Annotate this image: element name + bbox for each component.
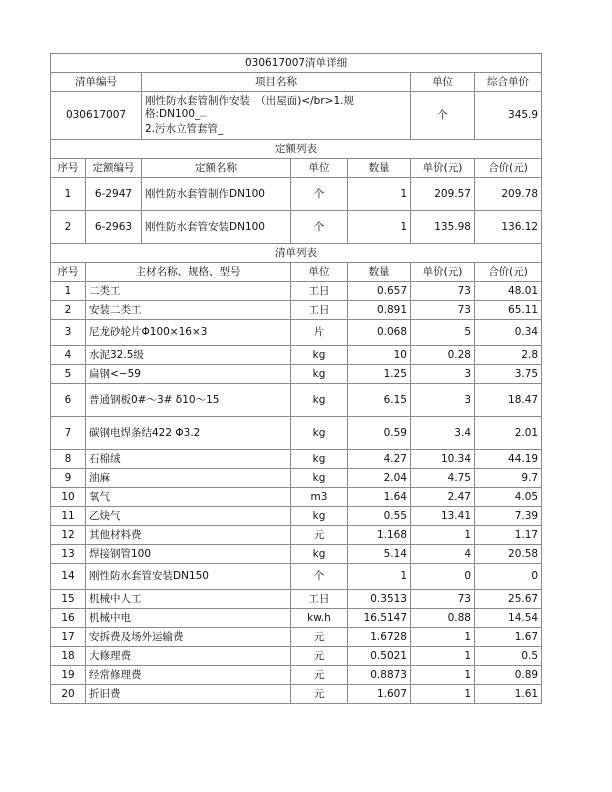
quota-unit: 个 xyxy=(291,211,348,244)
material-qty: 16.5147 xyxy=(348,609,411,628)
material-total: 0 xyxy=(475,564,542,590)
material-qty: 0.5021 xyxy=(348,647,411,666)
title-row xyxy=(51,54,542,73)
material-unit: kg xyxy=(291,469,348,488)
material-unit: 片 xyxy=(291,320,348,346)
material-price: 0.88 xyxy=(411,609,475,628)
quota-price: 135.98 xyxy=(411,211,475,244)
material-qty: 4.27 xyxy=(348,450,411,469)
material-row xyxy=(51,469,542,488)
quota-code: 6-2947 xyxy=(86,178,142,211)
material-total: 20.58 xyxy=(475,545,542,564)
material-row xyxy=(51,685,542,704)
material-unit: kg xyxy=(291,507,348,526)
material-total: 25.67 xyxy=(475,590,542,609)
material-total-header: 合价(元) xyxy=(475,263,542,282)
quota-price: 209.57 xyxy=(411,178,475,211)
material-unit: kw.h xyxy=(291,609,348,628)
material-name: 安装二类工 xyxy=(86,301,291,320)
material-seq: 11 xyxy=(51,507,86,526)
material-unit: 工日 xyxy=(291,301,348,320)
material-qty: 5.14 xyxy=(348,545,411,564)
material-qty: 1.64 xyxy=(348,488,411,507)
material-total: 44.19 xyxy=(475,450,542,469)
bill-unit-header: 单位 xyxy=(411,73,475,92)
bill-price: 345.9 xyxy=(475,92,542,140)
bill-header-row xyxy=(51,73,542,92)
material-name: 折旧费 xyxy=(86,685,291,704)
material-unit: 元 xyxy=(291,526,348,545)
bill-detail-table xyxy=(50,53,542,704)
material-name: 经常修理费 xyxy=(86,666,291,685)
quota-qty: 1 xyxy=(348,178,411,211)
material-row xyxy=(51,564,542,590)
material-price: 73 xyxy=(411,590,475,609)
bill-name-header: 项目名称 xyxy=(142,73,411,92)
material-price: 1 xyxy=(411,526,475,545)
material-seq: 9 xyxy=(51,469,86,488)
material-seq: 12 xyxy=(51,526,86,545)
material-price: 4.75 xyxy=(411,469,475,488)
material-qty: 6.15 xyxy=(348,384,411,417)
material-unit: kg xyxy=(291,545,348,564)
material-unit-header: 单位 xyxy=(291,263,348,282)
material-unit: kg xyxy=(291,384,348,417)
material-price: 73 xyxy=(411,301,475,320)
quota-unit-header: 单位 xyxy=(291,159,348,178)
material-qty: 0.3513 xyxy=(348,590,411,609)
material-total: 2.01 xyxy=(475,417,542,450)
material-price: 4 xyxy=(411,545,475,564)
material-unit: 元 xyxy=(291,647,348,666)
quota-row xyxy=(51,178,542,211)
material-total: 14.54 xyxy=(475,609,542,628)
material-qty: 1.6728 xyxy=(348,628,411,647)
material-row xyxy=(51,507,542,526)
material-name: 机械中电 xyxy=(86,609,291,628)
material-name: 普通钢板0#～3# δ10～15 xyxy=(86,384,291,417)
material-row xyxy=(51,647,542,666)
quota-row xyxy=(51,211,542,244)
material-name: 焊接钢管100 xyxy=(86,545,291,564)
material-qty: 0.8873 xyxy=(348,666,411,685)
material-name: 尼龙砂轮片Φ100×16×3 xyxy=(86,320,291,346)
material-name: 水泥32.5级 xyxy=(86,346,291,365)
material-total: 0.89 xyxy=(475,666,542,685)
quota-name: 刚性防水套管安装DN100 xyxy=(142,211,291,244)
material-name: 石棉绒 xyxy=(86,450,291,469)
material-price: 10.34 xyxy=(411,450,475,469)
material-price: 1 xyxy=(411,685,475,704)
bill-name-line3: 2.污水立管套管_ xyxy=(145,123,224,135)
material-name: 二类工 xyxy=(86,282,291,301)
material-total: 7.39 xyxy=(475,507,542,526)
quota-total-header: 合价(元) xyxy=(475,159,542,178)
material-seq: 4 xyxy=(51,346,86,365)
quota-unit: 个 xyxy=(291,178,348,211)
material-qty: 0.55 xyxy=(348,507,411,526)
quota-total: 136.12 xyxy=(475,211,542,244)
material-price: 1 xyxy=(411,666,475,685)
material-row xyxy=(51,545,542,564)
material-unit: 元 xyxy=(291,628,348,647)
material-seq: 8 xyxy=(51,450,86,469)
material-total: 1.61 xyxy=(475,685,542,704)
material-name: 安拆费及场外运输费 xyxy=(86,628,291,647)
material-price: 3 xyxy=(411,384,475,417)
material-total: 0.34 xyxy=(475,320,542,346)
material-name: 其他材料费 xyxy=(86,526,291,545)
material-seq: 3 xyxy=(51,320,86,346)
material-row xyxy=(51,488,542,507)
material-qty: 0.068 xyxy=(348,320,411,346)
material-qty: 1.607 xyxy=(348,685,411,704)
material-price: 0.28 xyxy=(411,346,475,365)
material-row xyxy=(51,450,542,469)
bill-name xyxy=(142,92,411,140)
material-row xyxy=(51,609,542,628)
quota-code: 6-2963 xyxy=(86,211,142,244)
material-seq: 19 xyxy=(51,666,86,685)
material-price: 5 xyxy=(411,320,475,346)
quota-section-row xyxy=(51,140,542,159)
material-unit: kg xyxy=(291,346,348,365)
material-total: 3.75 xyxy=(475,365,542,384)
material-unit: 工日 xyxy=(291,282,348,301)
material-row xyxy=(51,301,542,320)
material-row xyxy=(51,417,542,450)
material-section-row xyxy=(51,244,542,263)
material-qty: 2.04 xyxy=(348,469,411,488)
material-row xyxy=(51,384,542,417)
bill-name-line2-text: 格:DN100_ xyxy=(145,108,201,120)
material-price: 13.41 xyxy=(411,507,475,526)
material-qty: 0.891 xyxy=(348,301,411,320)
material-qty: 0.59 xyxy=(348,417,411,450)
material-seq: 15 xyxy=(51,590,86,609)
material-price-header: 单价(元) xyxy=(411,263,475,282)
material-total: 1.67 xyxy=(475,628,542,647)
material-seq: 6 xyxy=(51,384,86,417)
quota-qty: 1 xyxy=(348,211,411,244)
material-name: 机械中人工 xyxy=(86,590,291,609)
sheet-title: 030617007清单详细 xyxy=(51,54,542,73)
material-total: 0.5 xyxy=(475,647,542,666)
material-name: 氧气 xyxy=(86,488,291,507)
material-unit: 工日 xyxy=(291,590,348,609)
quota-section-title: 定额列表 xyxy=(51,140,542,159)
material-qty: 10 xyxy=(348,346,411,365)
material-name: 刚性防水套管安装DN150 xyxy=(86,564,291,590)
material-qty-header: 数量 xyxy=(348,263,411,282)
bill-unit: 个 xyxy=(411,92,475,140)
material-name: 乙炔气 xyxy=(86,507,291,526)
material-row xyxy=(51,282,542,301)
material-price: 1 xyxy=(411,628,475,647)
material-name: 碳钢电焊条结422 Φ3.2 xyxy=(86,417,291,450)
material-name: 大修理费 xyxy=(86,647,291,666)
material-unit: 元 xyxy=(291,666,348,685)
material-row xyxy=(51,320,542,346)
material-unit: kg xyxy=(291,365,348,384)
material-row xyxy=(51,666,542,685)
bill-row xyxy=(51,92,542,140)
quota-seq: 1 xyxy=(51,178,86,211)
material-seq: 14 xyxy=(51,564,86,590)
material-qty: 1.25 xyxy=(348,365,411,384)
material-section-title: 清单列表 xyxy=(51,244,542,263)
material-seq: 16 xyxy=(51,609,86,628)
bill-price-header: 综合单价 xyxy=(475,73,542,92)
material-unit: kg xyxy=(291,450,348,469)
material-row xyxy=(51,628,542,647)
material-seq: 13 xyxy=(51,545,86,564)
bill-name-line2-unit: ₘₘ xyxy=(200,113,207,119)
bill-name-line1: 刚性防水套管制作安装 （出屋面)</br>1.规 xyxy=(145,95,354,107)
material-total: 48.01 xyxy=(475,282,542,301)
quota-name: 刚性防水套管制作DN100 xyxy=(142,178,291,211)
material-total: 2.8 xyxy=(475,346,542,365)
material-seq: 10 xyxy=(51,488,86,507)
bill-code-header: 清单编号 xyxy=(51,73,142,92)
material-row xyxy=(51,526,542,545)
material-header-row xyxy=(51,263,542,282)
material-seq: 18 xyxy=(51,647,86,666)
material-price: 3.4 xyxy=(411,417,475,450)
material-total: 65.11 xyxy=(475,301,542,320)
bill-code: 030617007 xyxy=(51,92,142,140)
material-total: 9.7 xyxy=(475,469,542,488)
quota-price-header: 单价(元) xyxy=(411,159,475,178)
material-seq-header: 序号 xyxy=(51,263,86,282)
material-row xyxy=(51,365,542,384)
material-seq: 7 xyxy=(51,417,86,450)
material-row xyxy=(51,590,542,609)
material-unit: 元 xyxy=(291,685,348,704)
quota-seq: 2 xyxy=(51,211,86,244)
material-seq: 17 xyxy=(51,628,86,647)
material-unit: kg xyxy=(291,417,348,450)
material-qty: 0.657 xyxy=(348,282,411,301)
material-seq: 2 xyxy=(51,301,86,320)
quota-total: 209.78 xyxy=(475,178,542,211)
material-total: 4.05 xyxy=(475,488,542,507)
table-body xyxy=(51,54,542,704)
quota-seq-header: 序号 xyxy=(51,159,86,178)
quota-code-header: 定额编号 xyxy=(86,159,142,178)
quota-qty-header: 数量 xyxy=(348,159,411,178)
material-row xyxy=(51,346,542,365)
material-price: 1 xyxy=(411,647,475,666)
bill-name-line2 xyxy=(145,108,407,123)
material-unit: 个 xyxy=(291,564,348,590)
material-price: 2.47 xyxy=(411,488,475,507)
material-qty: 1 xyxy=(348,564,411,590)
material-price: 73 xyxy=(411,282,475,301)
material-name: 扁钢<−59 xyxy=(86,365,291,384)
material-total: 18.47 xyxy=(475,384,542,417)
material-name-header: 主材名称、规格、型号 xyxy=(86,263,291,282)
material-seq: 1 xyxy=(51,282,86,301)
material-price: 3 xyxy=(411,365,475,384)
quota-header-row xyxy=(51,159,542,178)
material-seq: 5 xyxy=(51,365,86,384)
material-unit: m3 xyxy=(291,488,348,507)
material-total: 1.17 xyxy=(475,526,542,545)
quota-name-header: 定额名称 xyxy=(142,159,291,178)
material-seq: 20 xyxy=(51,685,86,704)
material-price: 0 xyxy=(411,564,475,590)
material-qty: 1.168 xyxy=(348,526,411,545)
material-name: 油麻 xyxy=(86,469,291,488)
